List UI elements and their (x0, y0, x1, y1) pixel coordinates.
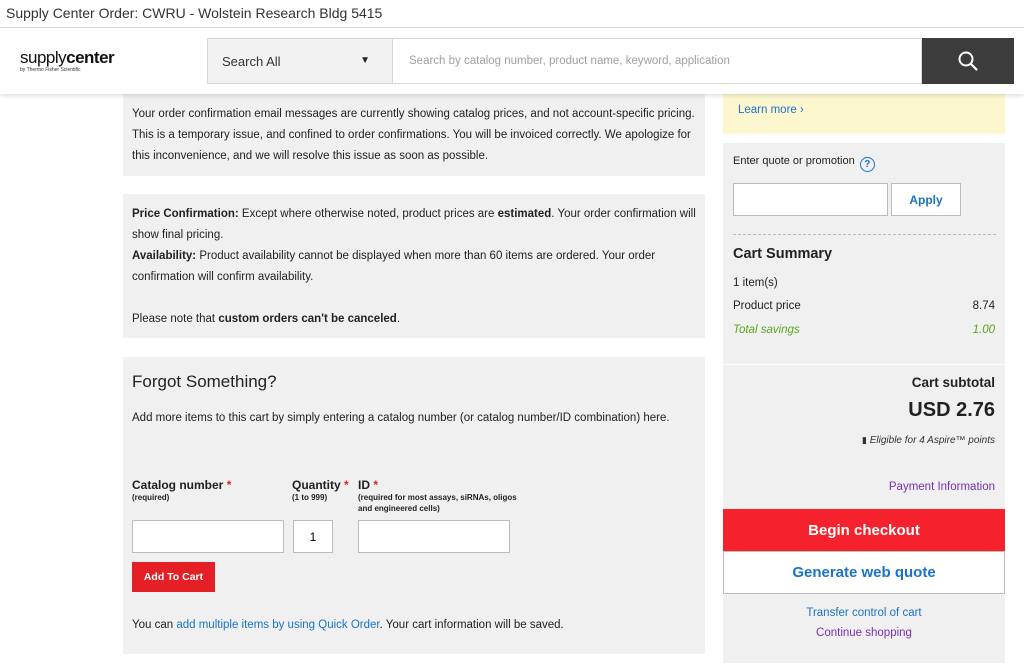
product-price-label: Product price (733, 300, 801, 312)
quantity-field[interactable] (293, 520, 333, 553)
window-title: Supply Center Order: CWRU - Wolstein Research Bldg 5415 (0, 0, 1024, 28)
cart-sidebar (723, 143, 1005, 663)
pricing-notice-text: Your order confirmation email messages are currently showing catalog prices, and not account-specific pricing. This is a temporary issue, and confined to order confirmations. You will be invoiced correctly. We apologize for this inconvenience, and we will resolve this issue as soon as possible. (132, 108, 695, 162)
cancel-note (132, 309, 696, 330)
logo-word-bold: center (66, 48, 115, 67)
add-to-cart-button[interactable]: Add To Cart (132, 562, 215, 592)
savings-row (733, 324, 995, 336)
product-price-value: 8.74 (972, 300, 995, 312)
quick-order-pre: You can (132, 619, 177, 631)
search-input[interactable] (392, 38, 922, 84)
savings-label: Total savings (733, 324, 800, 336)
continue-shopping-link[interactable]: Continue shopping (816, 627, 912, 639)
promo-code-input[interactable] (733, 183, 888, 216)
quick-order-link[interactable]: add multiple items by using Quick Order (176, 619, 380, 631)
cart-subtotal-value: USD 2.76 (908, 399, 995, 421)
logo-subtitle: by Thermo Fisher Scientific (20, 67, 81, 73)
logo-word-light: supply (20, 48, 67, 67)
aspire-icon: ▮ (862, 435, 867, 445)
id-label-text: ID (358, 478, 370, 492)
cancel-note-end: . (396, 313, 401, 325)
divider (733, 234, 996, 235)
generate-web-quote-button[interactable]: Generate web quote (723, 551, 1005, 594)
forgot-intro: Add more items to this cart by simply entering a catalog number (or catalog number/ID combination) here. (132, 412, 670, 424)
required-mark: * (373, 478, 379, 492)
aspire-text: Eligible for 4 Aspire™ points (869, 435, 995, 446)
cart-subtotal-label: Cart subtotal (911, 375, 995, 390)
availability-label: Availability: (132, 250, 197, 262)
transfer-cart-link[interactable]: Transfer control of cart (806, 607, 922, 619)
catalog-number-field[interactable] (132, 520, 284, 553)
availability-text: Product availability cannot be displayed when more than 60 items are ordered. Your order confirmation will confirm availability. (132, 250, 656, 283)
price-confirmation-bold: estimated (497, 208, 552, 220)
apply-button[interactable]: Apply (891, 183, 961, 216)
quote-promo-text: Enter quote or promotion (733, 155, 855, 167)
product-price-row (733, 300, 995, 312)
catalog-label-text: Catalog number (132, 478, 224, 492)
quick-order-post: . Your cart information will be saved. (379, 619, 564, 631)
required-mark: * (344, 478, 349, 492)
cancel-note-bold: custom orders can't be canceled (218, 313, 397, 325)
item-count (733, 277, 995, 289)
quantity-label-text: Quantity (292, 478, 341, 492)
promo-banner (723, 94, 1005, 134)
forgot-title: Forgot Something? (132, 372, 277, 391)
price-confirmation (132, 204, 696, 246)
id-sub: (required for most assays, siRNAs, oligos and engineered cells) (358, 493, 517, 513)
supplycenter-logo[interactable] (20, 48, 114, 73)
caret-down-icon: ▼ (360, 55, 370, 66)
help-icon[interactable]: ? (860, 157, 875, 172)
availability-note (132, 246, 696, 288)
quick-order-note (132, 615, 564, 636)
price-confirmation-text-end: . Your order confirmation will show final pricing. (132, 208, 696, 241)
site-header (0, 28, 1024, 94)
savings-value: 1.00 (972, 324, 995, 336)
learn-more-link[interactable]: Learn more › (738, 104, 804, 116)
search-category-value: Search All (222, 54, 281, 69)
cancel-note-text: Please note that (132, 313, 219, 325)
search-icon (957, 50, 979, 72)
price-confirmation-text: Except where otherwise noted, product prices are (238, 208, 498, 220)
quantity-sub: (1 to 999) (292, 493, 328, 502)
catalog-number-sub: (required) (132, 493, 170, 502)
item-count-text: 1 item(s) (733, 277, 778, 289)
aspire-points (862, 435, 995, 446)
begin-checkout-button[interactable]: Begin checkout (723, 509, 1005, 551)
required-mark: * (226, 478, 232, 492)
quote-promo-label (733, 155, 875, 172)
summary-divider (723, 364, 1005, 365)
search-button[interactable] (922, 38, 1014, 84)
price-confirmation-label: Price Confirmation: (132, 208, 239, 220)
payment-information-link[interactable]: Payment Information (888, 481, 995, 493)
search-category-select[interactable] (207, 38, 392, 84)
pricing-notice (123, 94, 705, 176)
cart-summary-title: Cart Summary (733, 246, 833, 262)
order-info-panel (123, 194, 705, 338)
forgot-something-panel (123, 357, 705, 654)
id-field[interactable] (358, 520, 510, 553)
